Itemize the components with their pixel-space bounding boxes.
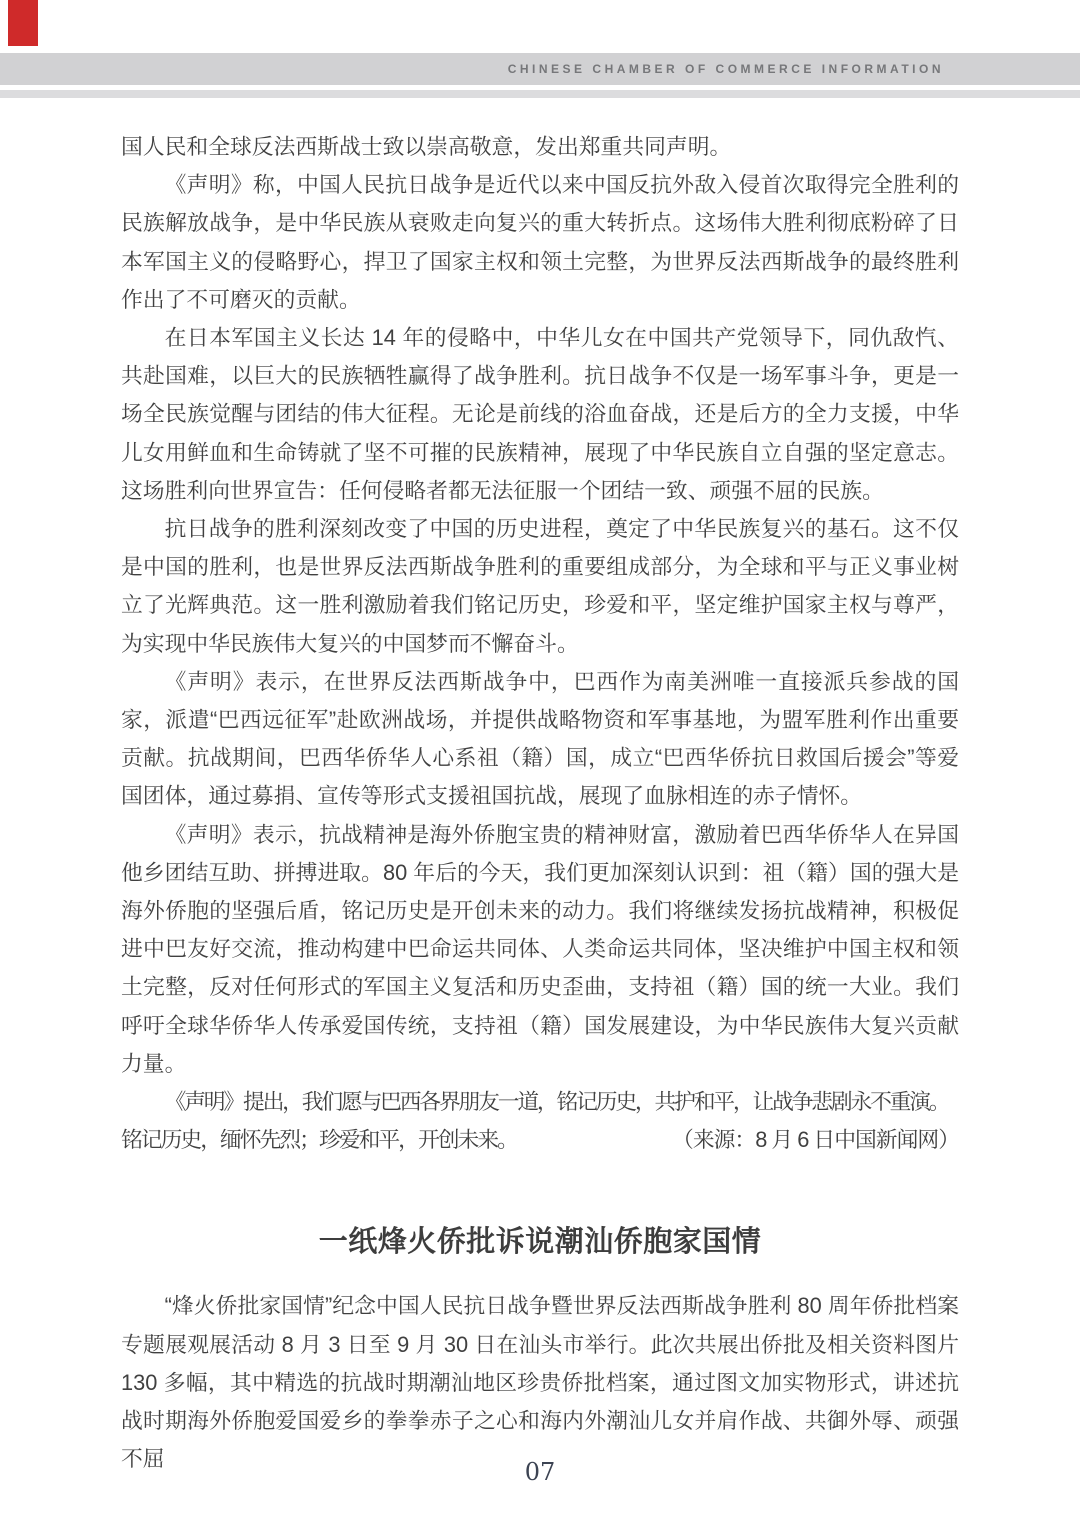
article1-paragraph-3: 在日本军国主义长达 14 年的侵略中，中华儿女在中国共产党领导下，同仇敌忾、共赴国难，以巨大的民族牺牲赢得了战争胜利。抗日战争不仅是一场军事斗争，更是一场全民族觉醒与团结的伟大征程。无论是前线的浴血奋战，还是后方的全力支援，中华儿女用鲜血和生命铸就了坚不可摧的民族精神，展现了中华民族自立自强的坚定意志。这场胜利向世界宣告：任何侵略者都无法征服一个团结一致、顽强不屈的民族。 — [121, 325, 959, 503]
page-content — [121, 128, 959, 1479]
source-attribution: （来源：8 月 6 日中国新闻网） — [672, 1127, 959, 1153]
page-number: 07 — [524, 1458, 556, 1486]
article1-paragraph-2: 《声明》称，中国人民抗日战争是近代以来中国反抗外敌入侵首次取得完全胜利的民族解放战争，是中华民族从衰败走向复兴的重大转折点。这场伟大胜利彻底粉碎了日本军国主义的侵略野心，捍卫了国家主权和领土完整，为世界反法西斯战争的最终胜利作出了不可磨灭的贡献。 — [121, 172, 959, 312]
article1-closing-line — [121, 1121, 959, 1159]
article1-paragraph-4: 抗日战争的胜利深刻改变了中国的历史进程，奠定了中华民族复兴的基石。这不仅是中国的胜利，也是世界反法西斯战争胜利的重要组成部分，为全球和平与正义事业树立了光辉典范。这一胜利激励着我们铭记历史，珍爱和平，坚定维护国家主权与尊严，为实现中华民族伟大复兴的中国梦而不懈奋斗。 — [121, 516, 959, 656]
header-banner — [0, 53, 1080, 85]
article1-paragraph-6: 《声明》表示，抗战精神是海外侨胞宝贵的精神财富，激励着巴西华侨华人在异国他乡团结互助、拼搏进取。80 年后的今天，我们更加深刻认识到：祖（籍）国的强大是海外侨胞的坚强后盾，铭记历史是开创未来的动力。我们将继续发扬抗战精神，积极促进中巴友好交流，推动构建中巴命运共同体、人类命运共同体，坚决维护中国主权和领土完整，反对任何形式的军国主义复活和历史歪曲，支持祖（籍）国的统一大业。我们呼吁全球华侨华人传承爱国传统，支持祖（籍）国发展建设，为中华民族伟大复兴贡献力量。 — [121, 821, 959, 1076]
article1-paragraph-5: 《声明》表示，在世界反法西斯战争中，巴西作为南美洲唯一直接派兵参战的国家，派遣“巴西远征军”赴欧洲战场，并提供战略物资和军事基地，为盟军胜利作出重要贡献。抗战期间，巴西华侨华人心系祖（籍）国，成立“巴西华侨抗日救国后援会”等爱国团体，通过募捐、宣传等形式支援祖国抗战，展现了血脉相连的赤子情怀。 — [121, 668, 959, 809]
page-footer — [0, 1458, 1080, 1486]
closing-text: 铭记历史，缅怀先烈；珍爱和平，开创未来。 — [121, 1127, 517, 1153]
header-rule — [0, 90, 1080, 98]
article2-paragraph-1: “烽火侨批家国情”纪念中国人民抗日战争暨世界反法西斯战争胜利 80 周年侨批档案专题展观展活动 8 月 3 日至 9 月 30 日在汕头市举行。此次共展出侨批及相关资料图片 130 多幅，其中精选的抗战时期潮汕地区珍贵侨批档案，通过图文加实物形式，讲述抗战时期海外侨胞爱国爱乡的拳拳赤子之心和海内外潮汕儿女并肩作战、共御外辱、顽强不屈 — [121, 1293, 959, 1472]
banner-title: CHINESE CHAMBER OF COMMERCE INFORMATION — [507, 62, 944, 76]
article2-title: 一纸烽火侨批诉说潮汕侨胞家国情 — [318, 1226, 762, 1259]
article1-paragraph-1: 国人民和全球反法西斯战士致以崇高敬意，发出郑重共同声明。 — [121, 134, 732, 159]
red-corner-tab — [8, 0, 38, 46]
article1-paragraph-7: 《声明》提出，我们愿与巴西各界朋友一道，铭记历史，共护和平，让战争悲剧永不重演。 — [164, 1089, 949, 1115]
